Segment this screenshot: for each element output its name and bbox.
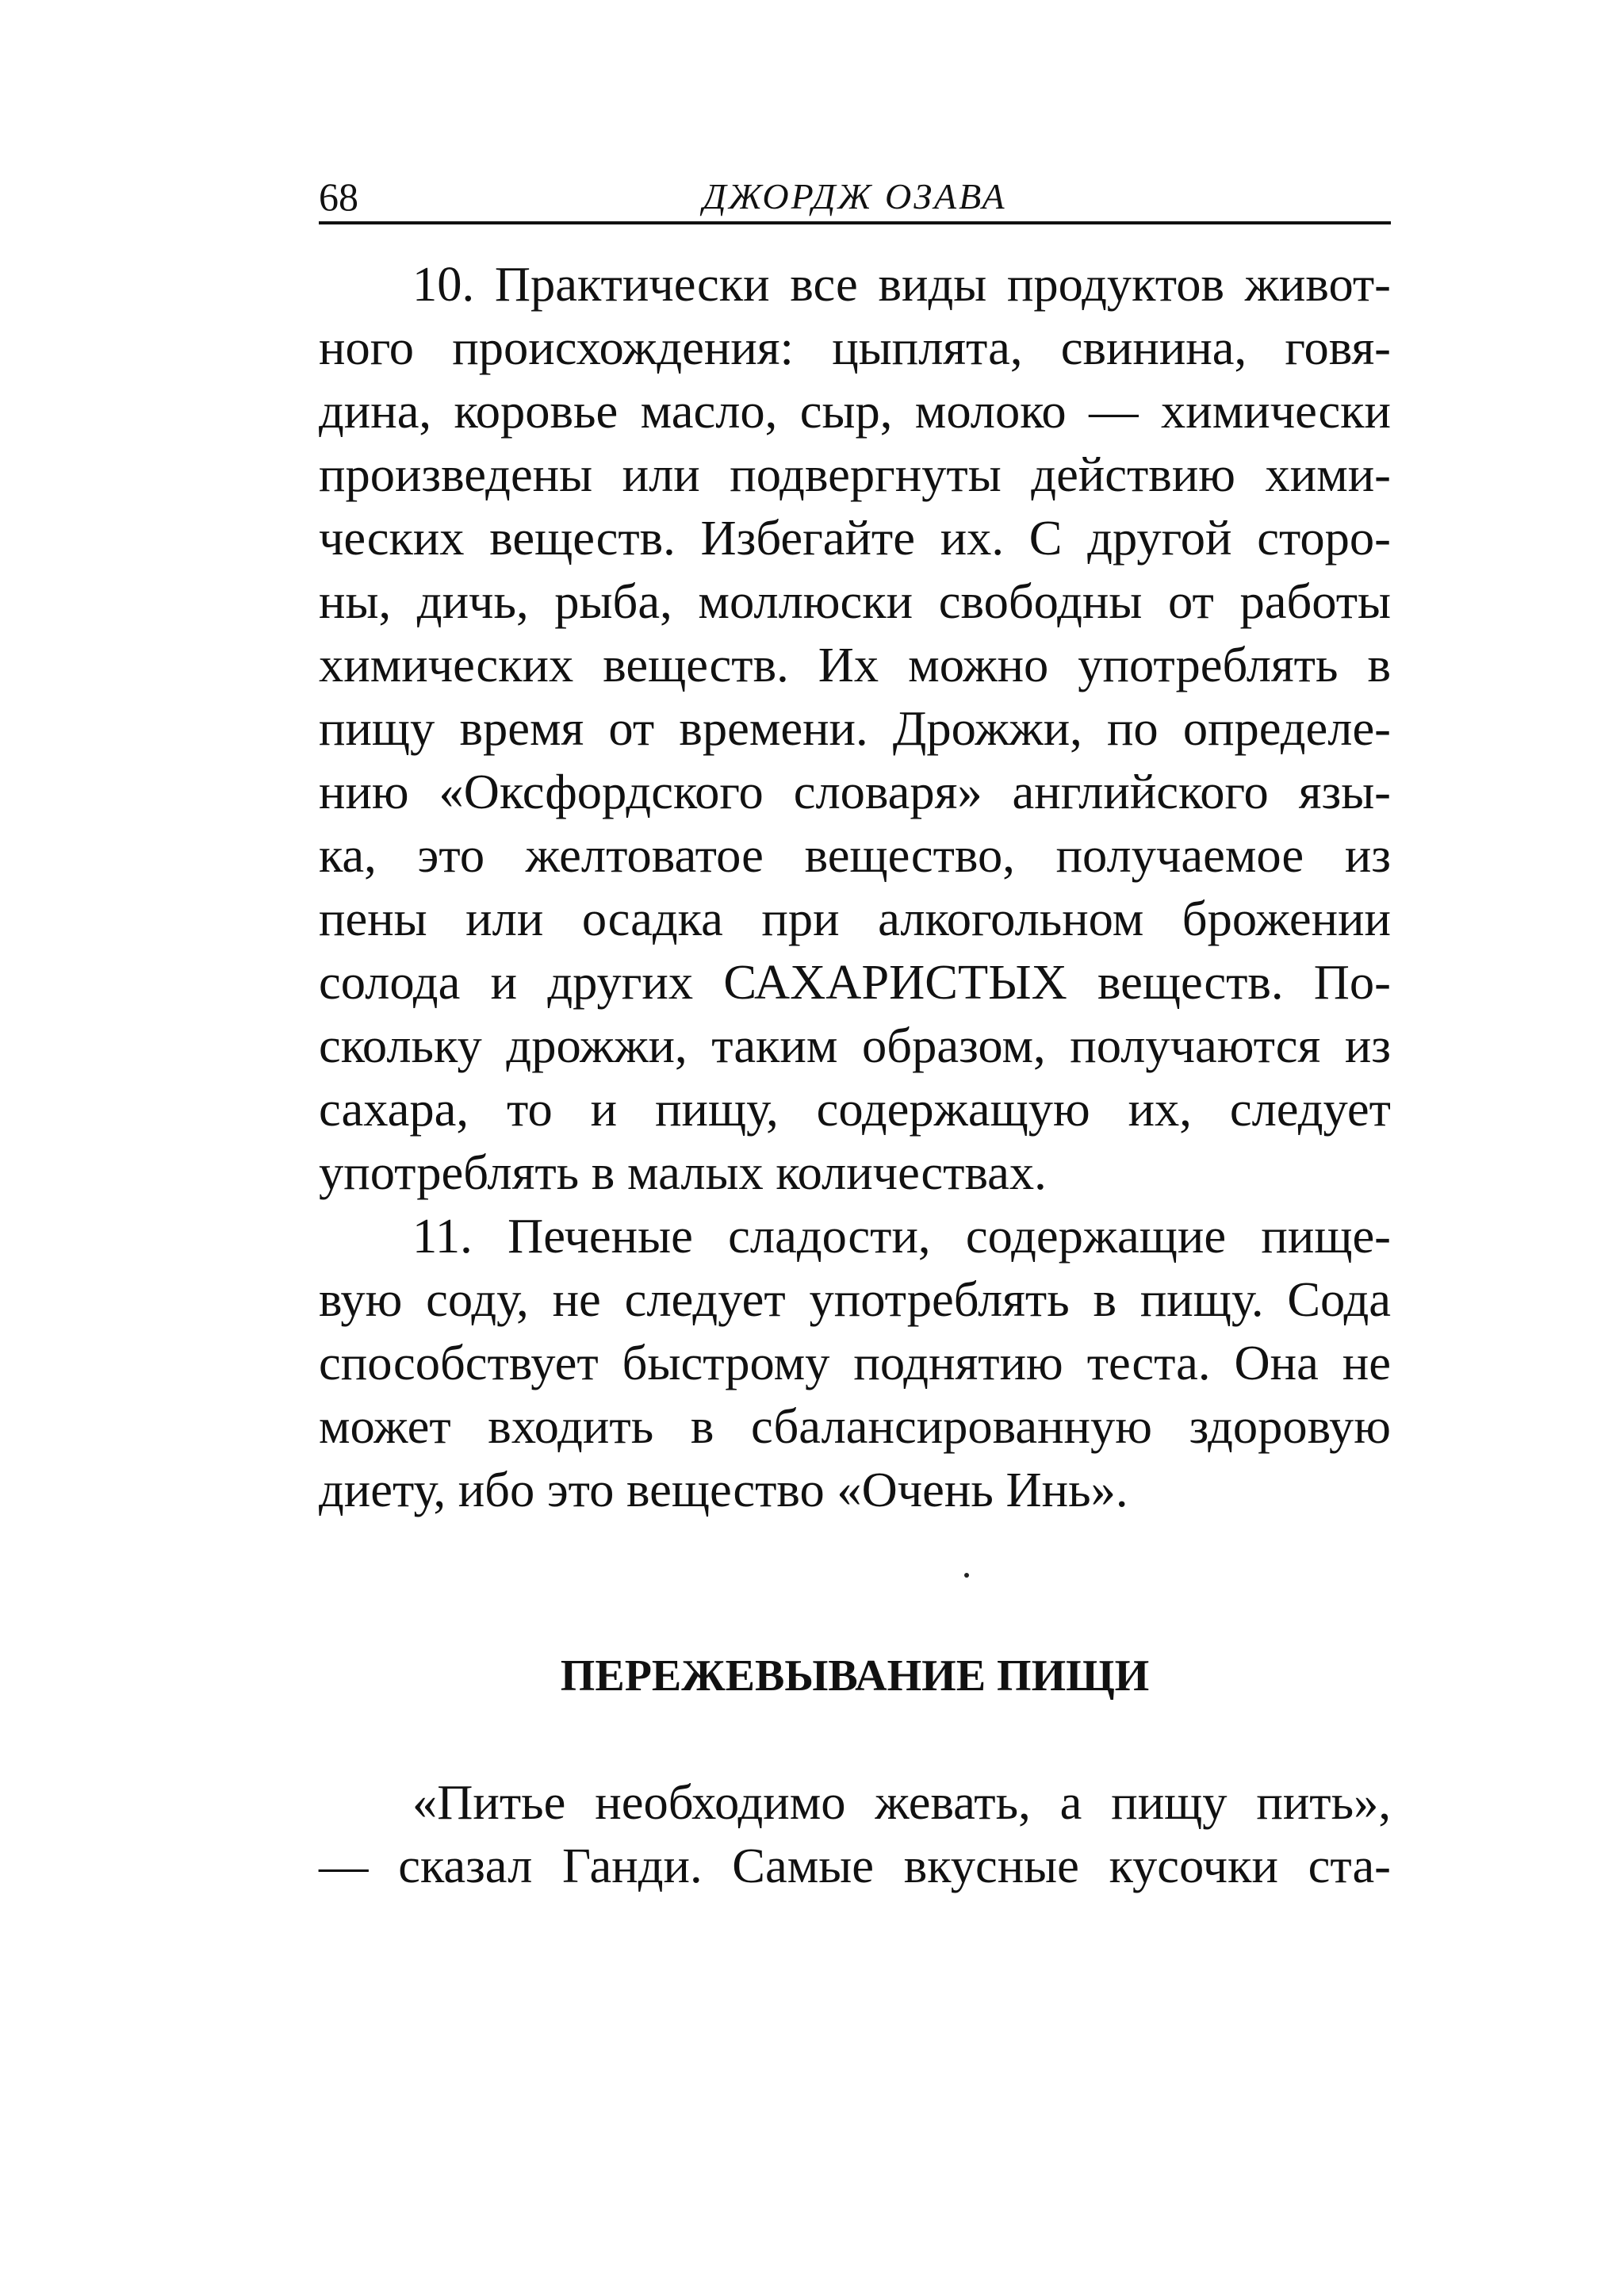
section-body-text: [319, 1770, 1391, 1897]
text-line: 10. Практически все виды продуктов живот-: [412, 256, 1391, 312]
text-line: ка, это желтоватое вещество, получаемое из: [319, 827, 1391, 883]
section-heading: ПЕРЕЖЕВЫВАНИЕ ПИЩИ: [560, 1651, 1150, 1701]
text-line: ны, дичь, рыба, моллюски свободны от работы: [319, 573, 1391, 629]
text-line: скольку дрожжи, таким образом, получаются из: [319, 1018, 1391, 1073]
text-line: солода и других САХАРИСТЫХ веществ. По-: [319, 954, 1391, 1010]
ornament-dot: [964, 1573, 969, 1578]
running-head: [319, 167, 1391, 224]
text-line: употреблять в малых количествах.: [319, 1145, 1047, 1200]
paragraph-10: [319, 252, 1391, 1204]
text-line: сахара, то и пищу, содержащую их, следует: [319, 1081, 1391, 1137]
text-line: вую соду, не следует употреблять в пищу. Сода: [319, 1271, 1391, 1327]
text-line: 11. Печеные сладости, содержащие пище-: [412, 1208, 1391, 1264]
text-line: диету, ибо это вещество «Очень Инь».: [319, 1462, 1128, 1517]
text-line: — сказал Ганди. Самые вкусные кусочки ста-: [319, 1838, 1391, 1893]
text-line: «Питье необходимо жевать, а пищу пить»,: [412, 1774, 1391, 1830]
page-number: 68: [319, 174, 358, 219]
text-line: нию «Оксфордского словаря» английского язы-: [319, 764, 1391, 819]
text-line: дина, коровье масло, сыр, молоко — химически: [319, 383, 1391, 439]
text-line: пищу время от времени. Дрожжи, по определе-: [319, 700, 1391, 756]
paragraph-11: [319, 1204, 1391, 1521]
header-rule: [319, 221, 1391, 224]
text-line: способствует быстрому поднятию теста. Она не: [319, 1335, 1391, 1390]
text-line: произведены или подвергнуты действию хими-: [319, 447, 1391, 502]
body-text: [319, 252, 1391, 1521]
text-line: химических веществ. Их можно употреблять в: [319, 637, 1391, 692]
text-line: пены или осадка при алкогольном брожении: [319, 891, 1391, 946]
running-title: ДЖОРДЖ ОЗАВА: [703, 176, 1007, 217]
text-line: ческих веществ. Избегайте их. С другой сторо-: [319, 510, 1391, 566]
text-line: ного происхождения: цыплята, свинина, говя-: [319, 320, 1391, 375]
text-line: может входить в сбалансированную здоровую: [319, 1398, 1391, 1454]
